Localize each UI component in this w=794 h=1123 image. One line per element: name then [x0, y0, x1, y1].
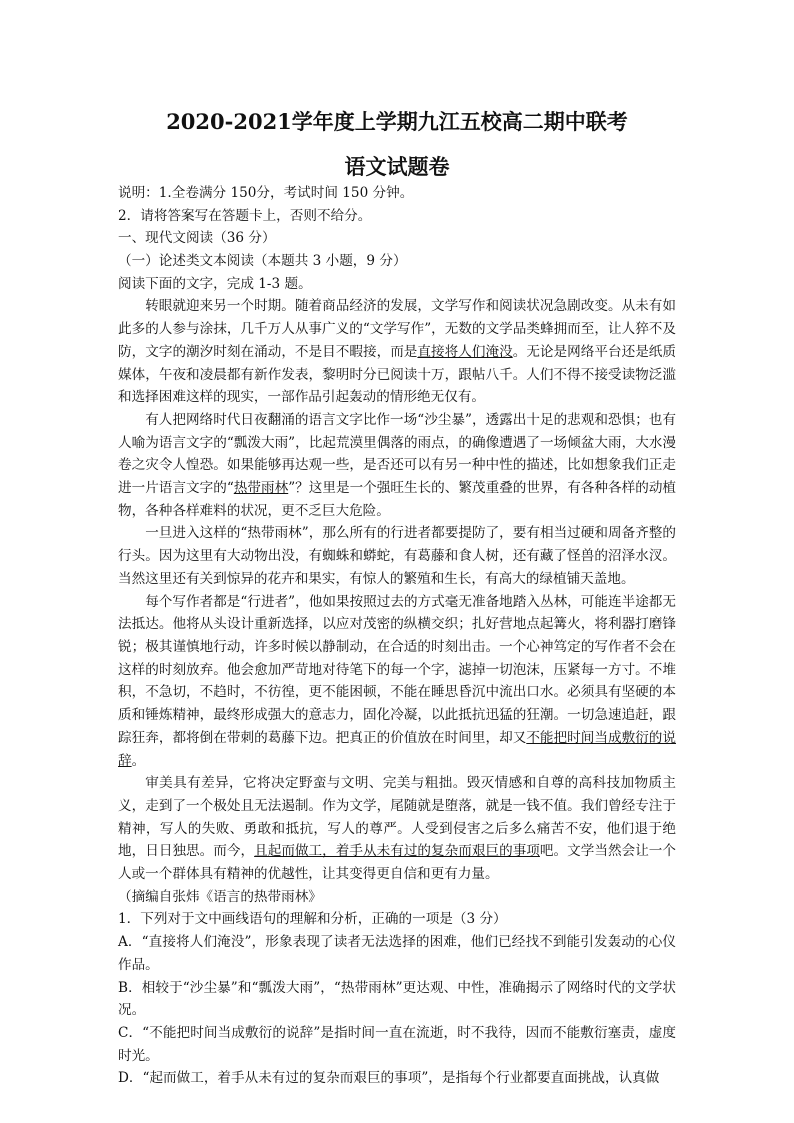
underlined-phrase: 直接将人们淹没 [417, 343, 513, 360]
passage-paragraph-4 [118, 591, 676, 773]
passage-text: ”？这里是一个强旺生长的、繁茂重叠的世界，有各种各样的动植物，各种各样难料的状况，更不乏巨大危险。 [118, 480, 677, 519]
passage-paragraph-5 [118, 772, 676, 886]
exam-subtitle: 语文试题卷 [344, 154, 450, 179]
passage-text: 每个写作者都是“行进者”，他如果按照过去的方式毫无准备地踏入丛林，可能连半途都无法抵达。他将从头设计重新选择，以应对茂密的纵横交织；扎好营地点起篝火，将利器打磨锋锐；极其谨慎地行动，许多时候以静制动，在合适的时刻出击。一个心神笃定的写作者不会在这样的时刻放弃。他会愈加严苛地对待笔下的每一个字，滤掉一切泡沫，压紧每一方寸。不堆积，不急切，不趋时，不彷徨，更不能困顿，不能在睡思昏沉中流出口水。必须具有坚硬的本质和锤炼精神，最终形成强大的意志力，固化冷凝，以此抵抗迅猛的狂潮。一切急速追赶，跟踪狂奔，都将倒在带刺的葛藤下边。把真正的价值放在时间里，却又 [118, 593, 676, 746]
passage-text: 。无论是网络平台还是纸质媒体，午夜和凌晨都有新作发表，黎明时分已阅读十万，跟帖八千。人们不得不接受读物泛滥和选择困难这样的现实，一部作品引起轰动的情形绝无仅有。 [118, 343, 677, 406]
exam-body [118, 182, 676, 1090]
passage-text: 审美具有差异，它将决定野蛮与文明、完美与粗拙。毁灭情感和自尊的高科技加物质主义，走到了一个极处且无法遏制。作为文学，尾随就是堕落，就是一钱不值。我们曾经专注于精神，写人的失败、勇敢和抵抗，写人的尊严。人受到侵害之后多么痛苦不安，他们退于绝地，日日独思。而今， [118, 775, 676, 860]
passage-text: 有人把网络时代日夜翻涌的语言文字比作一场“沙尘暴”，透露出十足的悲观和恐惧；也有人喻为语言文字的“瓢泼大雨”，比起荒漠里偶落的雨点，的确像遭遇了一场倾盆大雨，大水漫卷之灾令人惶恐。如果能够再达观一些，是否还可以有另一种中性的描述，比如想象我们正走进一片语言文字的“ [118, 411, 676, 497]
passage-paragraph-1 [118, 295, 676, 409]
passage-text: 吧。文学当然会让一个人或一个群体具有精神的优越性，让其变得更自信和更有力量。 [118, 843, 677, 883]
passage-paragraph-3: 一旦进入这样的“热带雨林”，那么所有的行进者都要提防了，要有相当过硬和周备齐整的行头。因为这里有大动物出没，有蜘蛛和蟒蛇，有葛藤和食人树，还有藏了怪兽的沼泽水汊。当然这里还有关到惊异的花卉和果实，有惊人的繁殖和生长，有高大的绿植铺天盖地。 [118, 525, 676, 587]
section-instruction: 阅读下面的文字，完成 1-3 题。 [118, 275, 312, 292]
passage-source: （摘编自张炜《语言的热带雨林》 [118, 888, 322, 905]
note-1: 说明：1.全卷满分 150分，考试时间 150 分钟。 [118, 185, 414, 201]
passage-text: 转眼就迎来另一个时期。随着商品经济的发展，文学写作和阅读状况急剧改变。从未有如此多的人参与涂抹，几千万人从事广义的“文学写作”，无数的文学品类蜂拥而至，让人猝不及防，文字的潮汐时刻在涌动，不是目不暇接，而是 [118, 298, 676, 360]
passage-paragraph-2 [118, 409, 676, 523]
section-heading: 一、现代文阅读（36 分） [118, 230, 276, 247]
question-1-option-c: C．“不能把时间当成敷衍的说辞”是指时间一直在流逝，时不我待，因而不能敷衍塞责，虚度时光。 [118, 1024, 676, 1064]
question-1-option-d: D．“起而做工，着手从未有过的复杂而艰巨的事项”，是指每个行业都要直面挑战，认真做 [118, 1070, 660, 1087]
underlined-phrase: 热带雨林 [233, 480, 289, 497]
underlined-phrase: 且起而做工，着手从未有过的复杂而艰巨的事项 [254, 843, 540, 860]
question-1-stem: 1．下列对于文中画线语句的理解和分析，正确的一项是（3 分） [118, 911, 507, 928]
passage-text: 。 [131, 752, 146, 769]
exam-title: 2020-2021学年度上学期九江五校高二期中联考 [166, 109, 628, 134]
question-1-option-b: B．相较于“沙尘暴”和“瓢泼大雨”，“热带雨林”更达观、中性，准确揭示了网络时代的文学状况。 [118, 979, 676, 1019]
question-1-option-a: A．“直接将人们淹没”，形象表现了读者无法选择的困难，他们已经找不到能引发轰动的心仪作品。 [118, 934, 676, 973]
note-2: 2．请将答案写在答题卡上，否则不给分。 [118, 207, 372, 224]
underlined-phrase: 不能把时间当成敷衍的说辞 [118, 729, 677, 769]
section-subheading: （一）论述类文本阅读（本题共 3 小题，9 分） [118, 253, 407, 270]
